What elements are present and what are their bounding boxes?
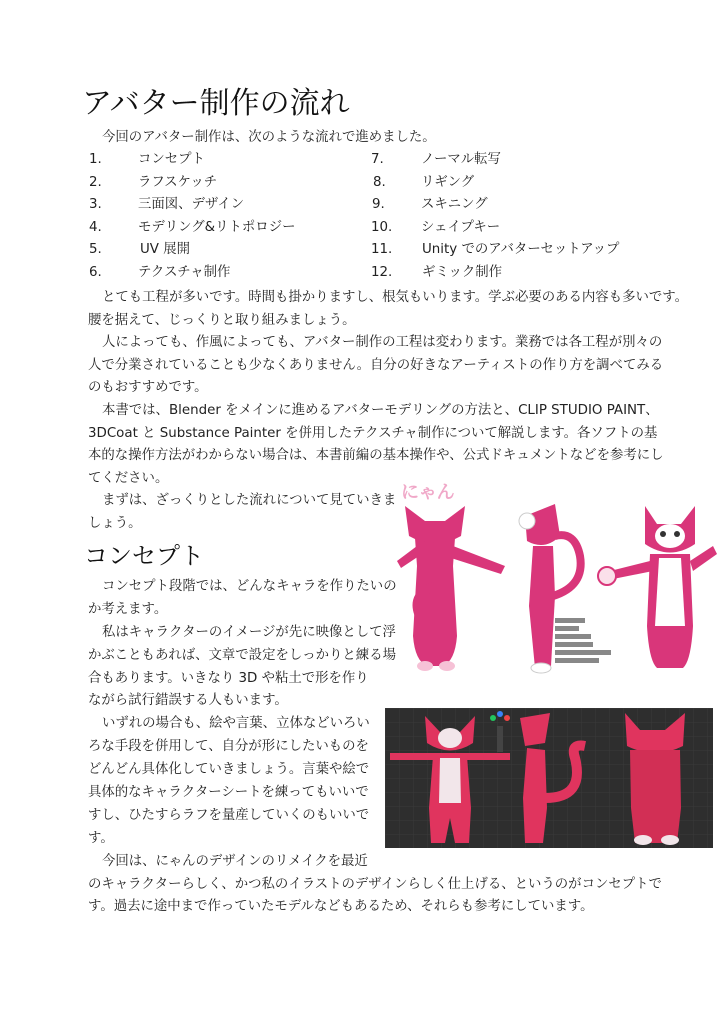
list-item: [89, 239, 190, 262]
model-back-view: [625, 713, 685, 845]
step-label: リギング: [421, 175, 475, 190]
list-item: [89, 194, 245, 217]
list-item: [89, 172, 218, 195]
body-line: どんどん具体化していきましょう。言葉や絵で: [88, 762, 370, 778]
step-label: コンセプト: [138, 152, 205, 167]
nyan-logo: にゃん: [401, 482, 455, 503]
body-line: 人で分業されていることも少なくありません。自分の好きなアーティストの作り方を調べてみる: [88, 357, 664, 373]
step-number: 9.: [372, 197, 385, 212]
body-line: まずは、ざっくりとした流れについて見ていきま: [102, 493, 397, 509]
body-line: 腰を据えて、じっくりと取り組みましょう。: [88, 312, 356, 328]
body-line: 3DCoat と Substance Painter を併用したテクスチャ制作について解説します。各ソフトの基: [88, 425, 658, 441]
body-line: 今回は、にゃんのデザインのリメイクを最近: [102, 853, 368, 869]
step-label: 三面図、デザイン: [138, 197, 245, 212]
body-line: ながら試行錯誤する人もいます。: [88, 693, 288, 709]
body-line: かぶこともあれば、文章で設定をしっかりと練る場: [88, 647, 396, 663]
list-item: [372, 194, 488, 217]
step-label: テクスチャ制作: [138, 265, 231, 280]
character-side-view: [519, 504, 581, 673]
body-line: とても工程が多いです。時間も掛かりますし、根気もいります。学ぶ必要のある内容も多いです。: [102, 290, 688, 305]
body-line: しょう。: [88, 515, 142, 531]
step-number: 5.: [89, 242, 102, 257]
step-number: 7.: [371, 152, 384, 167]
step-label: スキニング: [421, 197, 488, 212]
handwritten-notes: [553, 616, 623, 672]
list-item: [373, 172, 475, 195]
list-item: [89, 149, 205, 172]
list-item: [371, 217, 501, 240]
list-item: [371, 149, 501, 172]
step-number: 4.: [89, 220, 102, 235]
step-label: ノーマル転写: [421, 152, 501, 167]
body-line: 本書では、Blender をメインに進めるアバターモデリングの方法と、CLIP STUDIO PAINT、: [102, 402, 659, 418]
body-line: 合もあります。いきなり 3D や粘土で形を作り: [88, 670, 369, 686]
list-item: [371, 239, 620, 262]
step-number: 1.: [89, 152, 102, 167]
list-item: [89, 262, 231, 285]
section-heading-concept: コンセプト: [84, 542, 204, 570]
character-sheet-drawing: [395, 476, 717, 682]
step-label: モデリング&リトポロジー: [138, 220, 296, 235]
step-label: Unity でのアバターセットアップ: [422, 242, 620, 257]
body-line: のキャラクターらしく、かつ私のイラストのデザインらしく仕上げる、というのがコンセプトで: [88, 876, 662, 892]
body-line: 私はキャラクターのイメージが先に映像として浮: [102, 624, 396, 640]
step-number: 6.: [89, 265, 102, 280]
body-line: 本的な操作方法がわからない場合は、本書前編の基本操作や、公式ドキュメントなどを参考にし: [88, 448, 664, 464]
step-label: ラフスケッチ: [138, 175, 218, 190]
blender-viewport-screenshot: [385, 708, 713, 848]
step-number: 8.: [373, 175, 386, 190]
body-line: てください。: [88, 470, 169, 486]
list-item: [371, 262, 503, 285]
intro-text: 今回のアバター制作は、次のような流れで進めました。: [102, 130, 436, 145]
body-line: す。: [88, 830, 114, 846]
body-line: か考えます。: [88, 601, 168, 617]
viewport-render: [385, 708, 713, 848]
list-item: [89, 217, 296, 240]
step-number: 2.: [89, 175, 102, 190]
body-line: 具体的なキャラクターシートを練ってもいいで: [88, 785, 369, 801]
step-number: 3.: [89, 197, 102, 212]
body-line: のもおすすめです。: [88, 380, 208, 396]
step-number: 11.: [371, 242, 393, 257]
step-label: シェイプキー: [421, 220, 501, 235]
body-line: いずれの場合も、絵や言葉、立体などいろい: [102, 716, 370, 732]
step-number: 12.: [371, 265, 393, 280]
body-line: す。過去に途中まで作っていたモデルなどもあるため、それらも参考にしています。: [88, 899, 594, 915]
body-line: コンセプト段階では、どんなキャラを作りたいの: [102, 579, 397, 594]
character-front-view: [598, 506, 717, 668]
body-line: ろな手段を併用して、自分が形にしたいものを: [88, 739, 369, 755]
body-line: 人によっても、作風によっても、アバター制作の工程は変わります。業務では各工程が別々の: [102, 335, 663, 351]
step-label: ギミック制作: [422, 265, 503, 280]
step-label: UV 展開: [140, 242, 190, 257]
step-number: 10.: [371, 220, 393, 235]
body-line: すし、ひたすらラフを量産していくのもいいで: [88, 807, 370, 823]
character-sheet-illustration: [395, 476, 717, 682]
character-back-view: [397, 506, 505, 671]
page-title: アバター制作の流れ: [82, 86, 350, 121]
